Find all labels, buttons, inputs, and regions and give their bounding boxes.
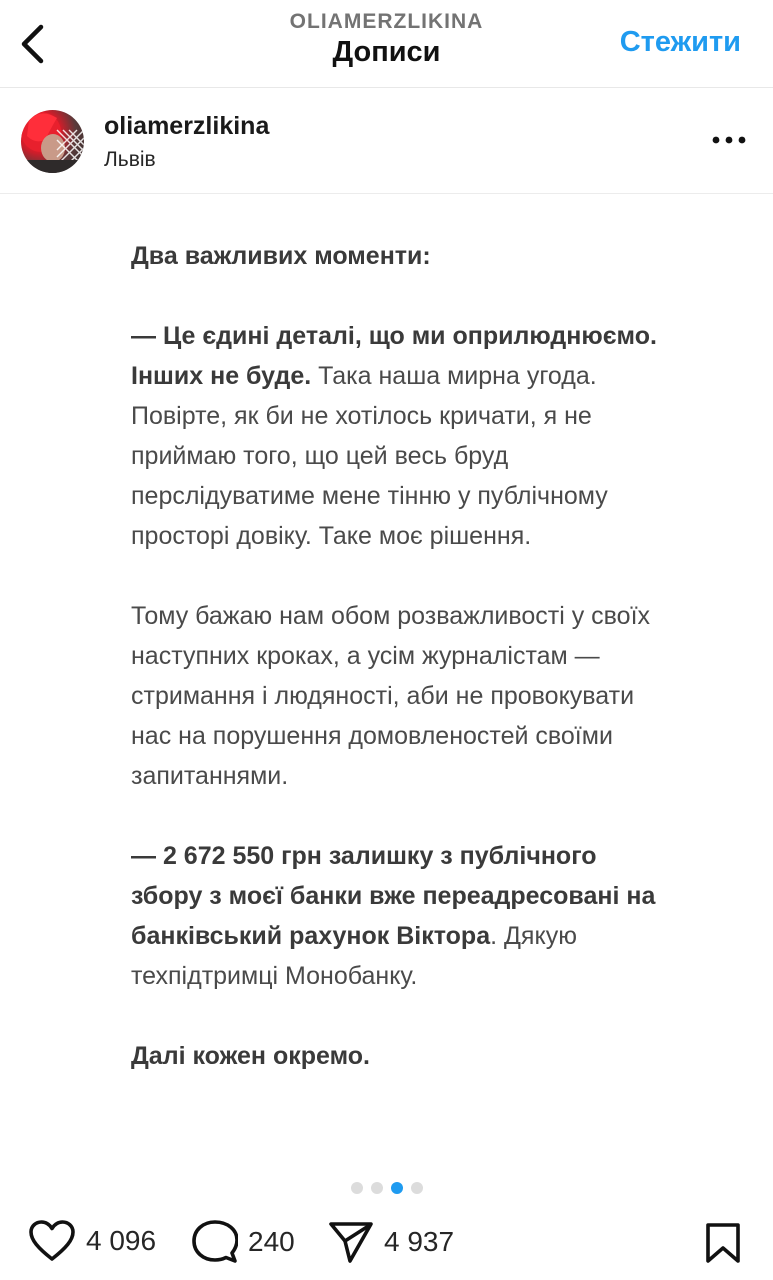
more-horizontal-icon: [712, 136, 746, 144]
carousel-dot: [411, 1182, 423, 1194]
post-paragraph-4-text: . Дякую техпідтримці Монобанку.: [131, 922, 577, 990]
post-paragraph-1: Два важливих моменти:: [131, 242, 431, 270]
save-button[interactable]: [705, 1222, 741, 1269]
shares-count: 4 937: [384, 1226, 455, 1257]
post-paragraph-5: Далі кожен окремо.: [131, 1042, 370, 1070]
post-text-content: [131, 236, 671, 1116]
carousel-indicator: [0, 1182, 773, 1194]
post-author-username[interactable]: oliamerzlikina: [104, 112, 270, 140]
paper-plane-icon: [328, 1220, 374, 1264]
share-button[interactable]: [328, 1220, 454, 1264]
carousel-dot: [391, 1182, 403, 1194]
avatar[interactable]: [21, 110, 84, 173]
post-paragraph-4: [131, 836, 671, 996]
post-location[interactable]: Львів: [104, 148, 156, 171]
carousel-dot: [371, 1182, 383, 1194]
post-author-row: [0, 88, 773, 194]
follow-button[interactable]: Стежити: [619, 26, 741, 58]
like-button[interactable]: [28, 1220, 156, 1262]
comment-button[interactable]: [192, 1220, 295, 1264]
post-paragraph-2: [131, 316, 671, 556]
profile-handle-heading: OLIAMERZLIKINA: [289, 10, 484, 33]
comments-count: 240: [248, 1226, 295, 1257]
carousel-dot: [351, 1182, 363, 1194]
post-actions-bar: [0, 1210, 773, 1274]
likes-count: 4 096: [86, 1225, 157, 1256]
page-title: Дописи: [332, 36, 441, 68]
heart-icon: [28, 1220, 76, 1262]
more-options-button[interactable]: [711, 128, 747, 152]
post-paragraph-3: Тому бажаю нам обом розважливості у своїх наступних кроках, а усім журналістам — стримання і людяності, аби не провокувати нас на порушення домовленостей своїми запитаннями.: [131, 602, 651, 790]
post-paragraph-2-text: Така наша мирна угода. Повірте, як би не хотілось кричати, я не приймаю того, що цей весь бруд перслідуватиме мене тінню у публічному просторі довіку. Таке моє рішення.: [131, 362, 608, 550]
post-paragraph-4-bold: — 2 672 550 грн залишку з публічного збору з моєї банки вже переадресовані на банківський рахунок Віктора: [131, 842, 656, 950]
post-paragraph-2-bold: — Це єдині деталі, що ми оприлюднюємо. Інших не буде.: [131, 322, 657, 390]
comment-bubble-icon: [192, 1220, 238, 1264]
bookmark-icon: [705, 1222, 741, 1264]
top-bar: [0, 0, 773, 88]
